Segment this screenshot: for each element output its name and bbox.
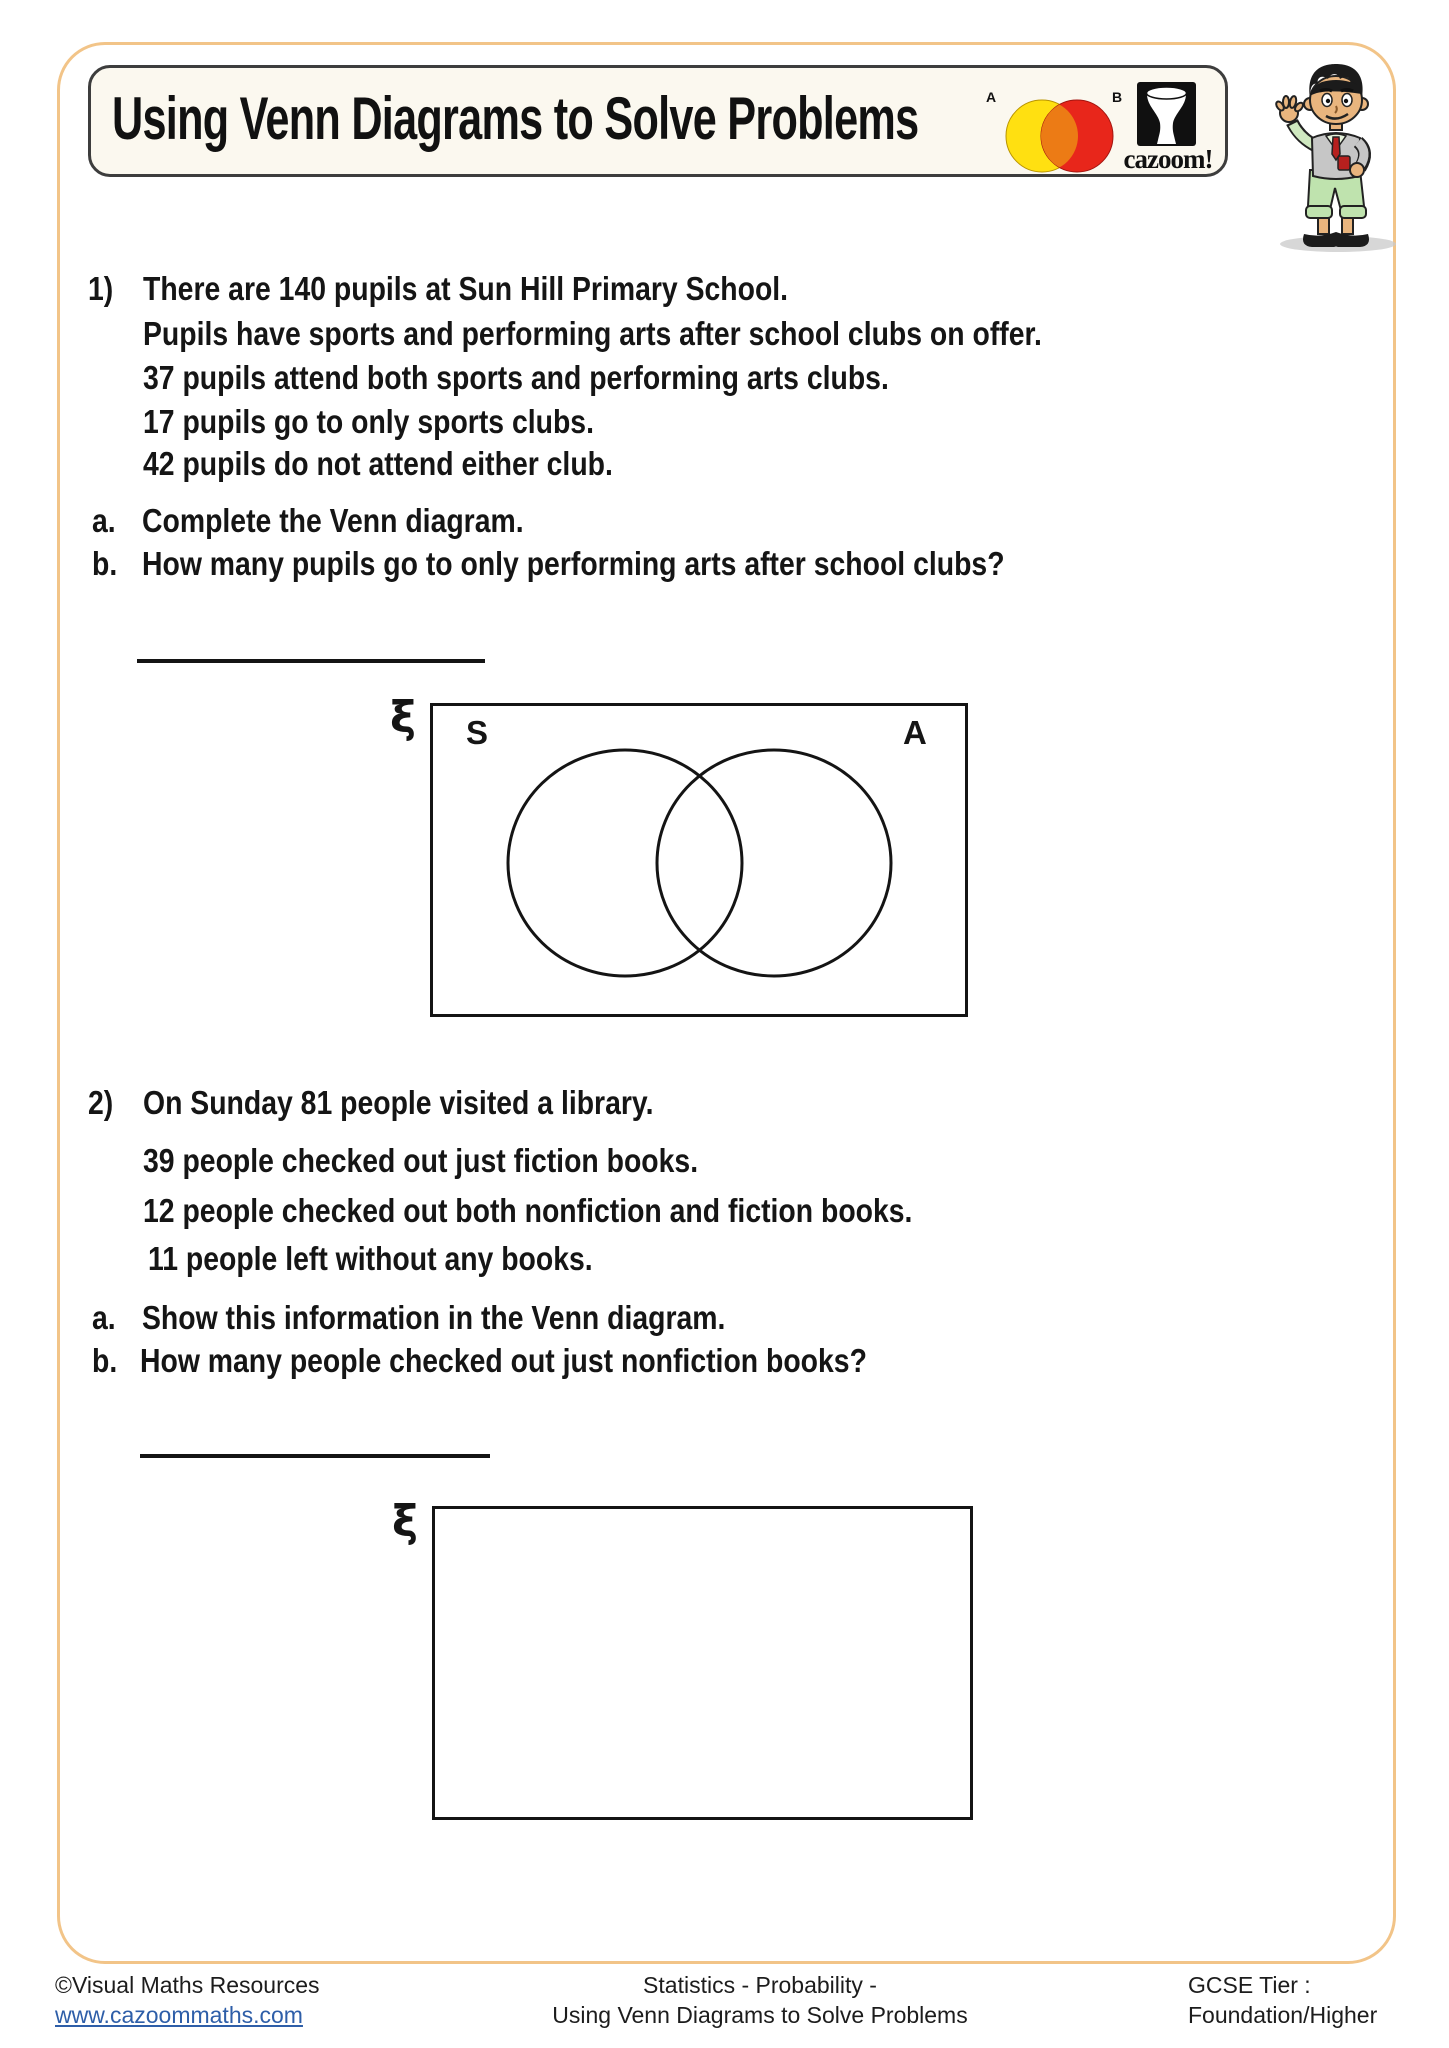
q1-line: Pupils have sports and performing arts after school clubs on offer. (143, 315, 1042, 352)
q1-left-set-label: S (466, 714, 489, 751)
cazoom-logo-text: cazoom! (1123, 144, 1213, 174)
q2-answer-line[interactable] (140, 1454, 490, 1458)
q1-universal-set-symbol: ξ (390, 692, 416, 743)
q2-line: 11 people left without any books. (148, 1240, 593, 1277)
footer-tier-value: Foundation/Higher (1188, 2002, 1378, 2028)
q1-part-b-label: b. (92, 545, 118, 582)
q1-line: 37 pupils attend both sports and performing arts clubs. (143, 359, 889, 396)
q1-number: 1) (88, 270, 114, 307)
q1-answer-line[interactable] (137, 659, 485, 663)
q2-line: On Sunday 81 people visited a library. (143, 1084, 654, 1121)
q2-part-a-text: Show this information in the Venn diagram. (142, 1299, 726, 1336)
footer-topic-line1: Statistics - Probability - (643, 1972, 877, 1998)
q1-right-set-label: A (903, 714, 927, 751)
q1-part-a-text: Complete the Venn diagram. (142, 502, 524, 539)
q1-line: 42 pupils do not attend either club. (143, 445, 613, 482)
q2-venn-diagram[interactable] (432, 1506, 973, 1820)
q2-part-b-text: How many people checked out just nonfiction books? (140, 1342, 867, 1379)
footer-copyright: ©Visual Maths Resources (55, 1972, 320, 1998)
q2-universal-set-symbol: ξ (392, 1496, 418, 1547)
page-title: Using Venn Diagrams to Solve Problems (112, 85, 919, 152)
q2-line: 12 people checked out both nonfiction and fiction books. (143, 1192, 913, 1229)
footer-website-link[interactable]: www.cazoommaths.com (55, 2002, 303, 2028)
student-mascot-illustration (1256, 58, 1406, 258)
venn-icon-label-b: B (1112, 89, 1123, 105)
q2-line: 39 people checked out just fiction books. (143, 1142, 699, 1179)
q1-venn-diagram[interactable] (430, 703, 968, 1017)
q1-venn-circles (433, 706, 965, 1014)
venn-icon-label-a: A (986, 89, 997, 105)
footer-topic-line2: Using Venn Diagrams to Solve Problems (552, 2002, 968, 2028)
q1-part-a-label: a. (92, 502, 116, 539)
q1-part-b-text: How many pupils go to only performing arts after school clubs? (142, 545, 1005, 582)
q2-part-b-label: b. (92, 1342, 118, 1379)
q1-line: There are 140 pupils at Sun Hill Primary School. (143, 270, 789, 307)
footer-tier-label: GCSE Tier : (1188, 1972, 1311, 1998)
q1-line: 17 pupils go to only sports clubs. (143, 403, 594, 440)
q2-number: 2) (88, 1084, 114, 1121)
venn-diagram-icon (980, 84, 1130, 181)
q2-part-a-label: a. (92, 1299, 116, 1336)
